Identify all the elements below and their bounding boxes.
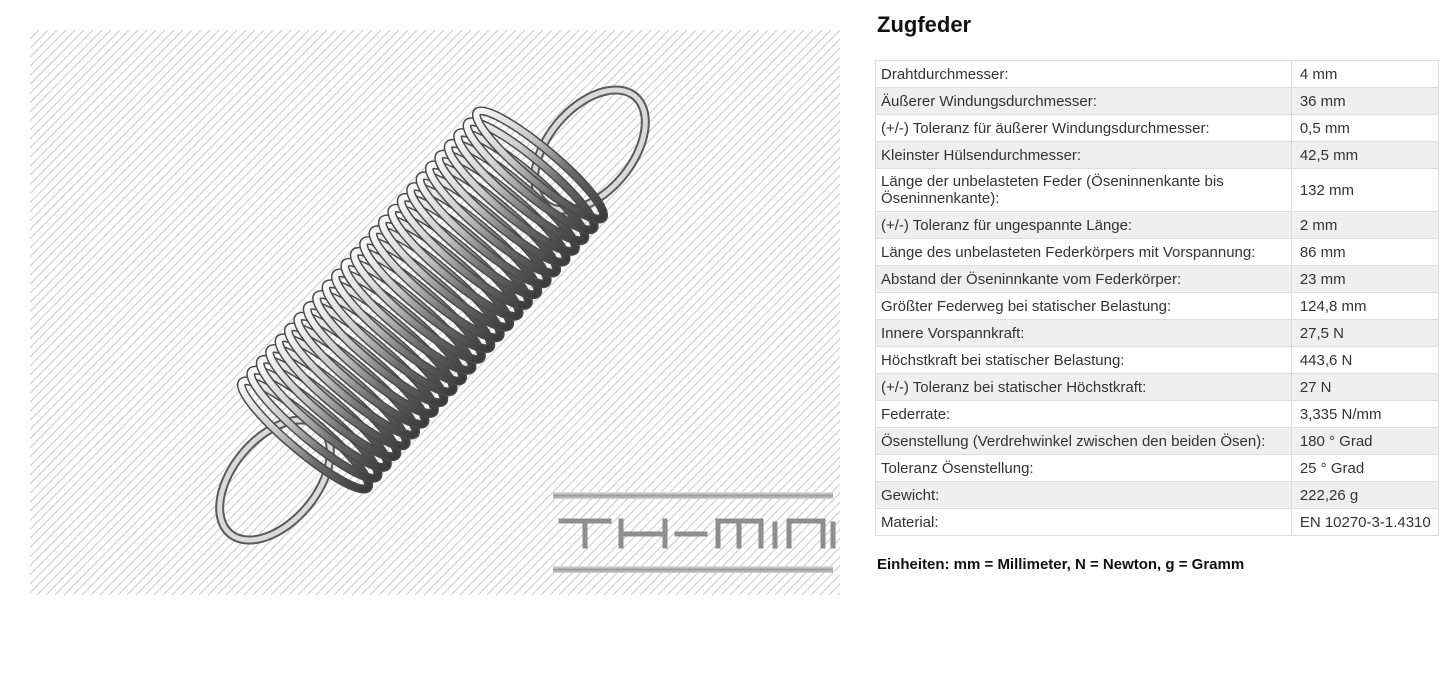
- spec-table: [875, 60, 1439, 536]
- spec-row: [876, 61, 1439, 88]
- spec-value: 36 mm: [1291, 88, 1438, 115]
- spec-row: [876, 401, 1439, 428]
- spring-top-eye: [513, 69, 667, 230]
- spec-value: 4 mm: [1291, 61, 1438, 88]
- spec-value: 132 mm: [1291, 169, 1438, 212]
- spec-row: [876, 169, 1439, 212]
- spec-row: [876, 212, 1439, 239]
- spec-value: 0,5 mm: [1291, 115, 1438, 142]
- spec-label: Toleranz Ösenstellung:: [876, 455, 1292, 482]
- spec-label: Größter Federweg bei statischer Belastung:: [876, 293, 1292, 320]
- spec-value: 124,8 mm: [1291, 293, 1438, 320]
- spec-label: Höchstkraft bei statischer Belastung:: [876, 347, 1292, 374]
- spec-row: [876, 509, 1439, 536]
- spec-panel: [875, 10, 1440, 573]
- spec-row: [876, 455, 1439, 482]
- spec-label: Länge der unbelasteten Feder (Öseninnenkante bis Öseninnenkante):: [876, 169, 1292, 212]
- spec-label: Material:: [876, 509, 1292, 536]
- spec-label: Drahtdurchmesser:: [876, 61, 1292, 88]
- spec-label: (+/-) Toleranz für äußerer Windungsdurchmesser:: [876, 115, 1292, 142]
- spec-row: [876, 239, 1439, 266]
- spec-row: [876, 293, 1439, 320]
- spec-label: Länge des unbelasteten Federkörpers mit Vorspannung:: [876, 239, 1292, 266]
- spec-value: 180 ° Grad: [1291, 428, 1438, 455]
- product-title: Zugfeder: [877, 12, 972, 37]
- spec-row: [876, 374, 1439, 401]
- spec-label: Innere Vorspannkraft:: [876, 320, 1292, 347]
- spec-row: [876, 428, 1439, 455]
- spec-label: Gewicht:: [876, 482, 1292, 509]
- spec-label: Federrate:: [876, 401, 1292, 428]
- spec-label: (+/-) Toleranz bei statischer Höchstkraft:: [876, 374, 1292, 401]
- extension-spring-image: [30, 30, 840, 595]
- spec-row: [876, 266, 1439, 293]
- spec-value: 23 mm: [1291, 266, 1438, 293]
- spec-value: 25 ° Grad: [1291, 455, 1438, 482]
- units-note: Einheiten: mm = Millimeter, N = Newton, g = Gramm: [877, 556, 1245, 573]
- spec-row: [876, 347, 1439, 374]
- spec-value: 222,26 g: [1291, 482, 1438, 509]
- spec-value: EN 10270-3-1.4310: [1291, 509, 1438, 536]
- spec-value: 42,5 mm: [1291, 142, 1438, 169]
- spec-row: [876, 88, 1439, 115]
- spec-row: [876, 482, 1439, 509]
- spec-label: Abstand der Öseninnkante vom Federkörper:: [876, 266, 1292, 293]
- spec-label: Kleinster Hülsendurchmesser:: [876, 142, 1292, 169]
- spec-value: 443,6 N: [1291, 347, 1438, 374]
- spec-label: Ösenstellung (Verdrehwinkel zwischen den beiden Ösen):: [876, 428, 1292, 455]
- spec-label: Äußerer Windungsdurchmesser:: [876, 88, 1292, 115]
- spec-label: (+/-) Toleranz für ungespannte Länge:: [876, 212, 1292, 239]
- spec-value: 3,335 N/mm: [1291, 401, 1438, 428]
- spec-value: 2 mm: [1291, 212, 1438, 239]
- spec-row: [876, 115, 1439, 142]
- spec-row: [876, 142, 1439, 169]
- spec-row: [876, 320, 1439, 347]
- spec-value: 27,5 N: [1291, 320, 1438, 347]
- spec-value: 86 mm: [1291, 239, 1438, 266]
- spec-value: 27 N: [1291, 374, 1438, 401]
- product-image: [30, 30, 840, 595]
